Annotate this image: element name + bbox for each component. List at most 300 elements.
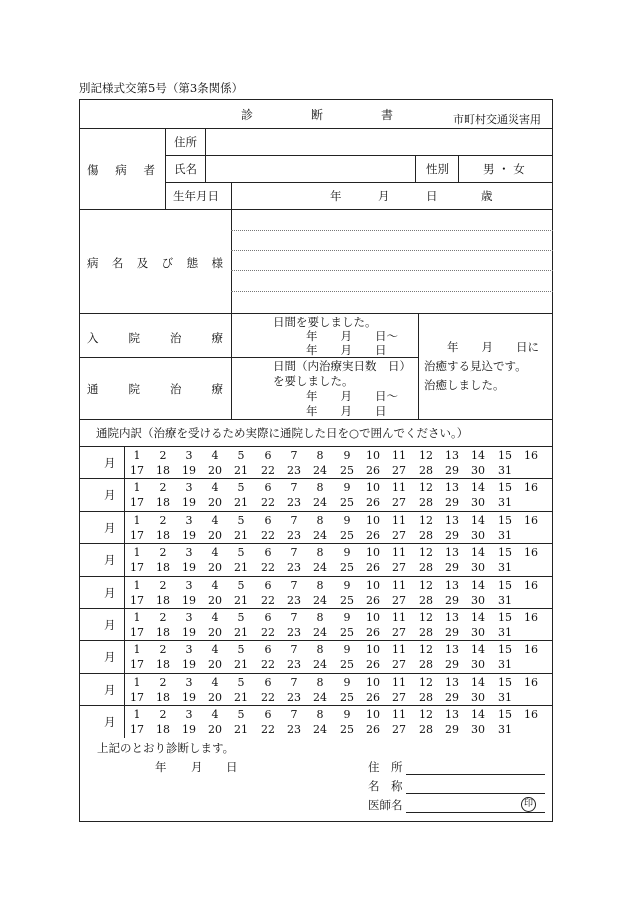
calendar-day[interactable]: 19 [182, 658, 196, 672]
calendar-month-label[interactable]: 月 [104, 488, 116, 503]
calendar-day[interactable]: 2 [159, 643, 167, 657]
calendar-day[interactable]: 3 [185, 449, 193, 462]
calendar-day[interactable]: 7 [290, 643, 298, 657]
calendar-day[interactable]: 27 [392, 593, 406, 607]
calendar-day[interactable]: 20 [208, 496, 222, 510]
calendar-day[interactable]: 10 [366, 611, 380, 624]
calendar-day[interactable]: 2 [159, 611, 167, 624]
calendar-day[interactable]: 25 [340, 658, 354, 672]
calendar-day[interactable]: 21 [234, 496, 248, 510]
calendar-day[interactable]: 28 [419, 658, 433, 672]
calendar-day[interactable]: 29 [445, 528, 459, 542]
calendar-day[interactable]: 21 [234, 561, 248, 575]
calendar-day[interactable]: 19 [182, 593, 196, 607]
calendar-day[interactable]: 29 [445, 690, 459, 704]
calendar-day[interactable]: 4 [211, 675, 219, 689]
calendar-day[interactable]: 5 [237, 578, 245, 592]
calendar-day[interactable]: 23 [287, 658, 301, 672]
calendar-day[interactable]: 13 [445, 611, 459, 624]
calendar-day[interactable]: 16 [524, 611, 538, 624]
calendar-month-label[interactable]: 月 [104, 520, 116, 535]
calendar-day[interactable]: 12 [419, 708, 433, 722]
calendar-day[interactable]: 10 [366, 708, 380, 722]
sex-options[interactable]: 男 ・ 女 [483, 162, 525, 176]
calendar-day[interactable]: 16 [524, 708, 538, 722]
calendar-day[interactable]: 21 [234, 464, 248, 477]
calendar-day[interactable]: 7 [290, 546, 298, 560]
calendar-day[interactable]: 5 [237, 708, 245, 722]
calendar-day[interactable]: 22 [261, 626, 275, 639]
calendar-day[interactable]: 27 [392, 626, 406, 639]
calendar-day[interactable]: 1 [133, 675, 141, 689]
calendar-day[interactable]: 16 [524, 675, 538, 689]
clinic-address-line[interactable] [406, 774, 545, 775]
calendar-day[interactable]: 29 [445, 626, 459, 639]
calendar-day[interactable]: 19 [182, 528, 196, 542]
calendar-day[interactable]: 9 [343, 643, 351, 657]
calendar-day[interactable]: 6 [264, 611, 272, 624]
calendar-day[interactable]: 31 [498, 464, 512, 477]
calendar-day[interactable]: 19 [182, 561, 196, 575]
calendar-day[interactable]: 27 [392, 464, 406, 477]
diagnosis-field[interactable] [232, 210, 552, 312]
calendar-day[interactable]: 30 [471, 464, 485, 477]
calendar-day[interactable]: 13 [445, 675, 459, 689]
calendar-day[interactable]: 9 [343, 546, 351, 560]
calendar-day[interactable]: 15 [498, 513, 512, 527]
calendar-day[interactable]: 13 [445, 513, 459, 527]
calendar-day[interactable]: 28 [419, 723, 433, 737]
calendar-day[interactable]: 1 [133, 611, 141, 624]
calendar-day[interactable]: 3 [185, 611, 193, 624]
calendar-day[interactable]: 29 [445, 723, 459, 737]
calendar-day[interactable]: 18 [156, 464, 170, 477]
calendar-day[interactable]: 28 [419, 561, 433, 575]
outpatient-required: を要しました。 [273, 374, 354, 388]
calendar-day[interactable]: 17 [130, 626, 144, 639]
calendar-day[interactable]: 19 [182, 496, 196, 510]
calendar-month-label[interactable]: 月 [104, 553, 116, 568]
calendar-day[interactable]: 8 [316, 513, 324, 527]
calendar-day[interactable]: 22 [261, 528, 275, 542]
calendar-day[interactable]: 2 [159, 481, 167, 495]
calendar-day[interactable]: 31 [498, 593, 512, 607]
calendar-day[interactable]: 4 [211, 708, 219, 722]
calendar-day[interactable]: 23 [287, 561, 301, 575]
calendar-day[interactable]: 13 [445, 449, 459, 462]
calendar-day[interactable]: 12 [419, 578, 433, 592]
calendar-day[interactable]: 23 [287, 464, 301, 477]
calendar-day[interactable]: 18 [156, 723, 170, 737]
calendar-day[interactable]: 29 [445, 593, 459, 607]
calendar-day[interactable]: 7 [290, 708, 298, 722]
calendar-day[interactable]: 2 [159, 546, 167, 560]
calendar-day[interactable]: 28 [419, 464, 433, 477]
calendar-day[interactable]: 24 [313, 528, 327, 542]
calendar-day[interactable]: 26 [366, 496, 380, 510]
calendar-day[interactable]: 30 [471, 593, 485, 607]
calendar-day[interactable]: 25 [340, 561, 354, 575]
calendar-day[interactable]: 15 [498, 481, 512, 495]
calendar-day[interactable]: 17 [130, 464, 144, 477]
calendar-day[interactable]: 7 [290, 481, 298, 495]
calendar-day[interactable]: 27 [392, 528, 406, 542]
calendar-day[interactable]: 25 [340, 626, 354, 639]
calendar-day[interactable]: 3 [185, 675, 193, 689]
calendar-day[interactable]: 25 [340, 496, 354, 510]
calendar-day[interactable]: 14 [471, 675, 485, 689]
calendar-day[interactable]: 24 [313, 593, 327, 607]
calendar-day[interactable]: 8 [316, 643, 324, 657]
calendar-day[interactable]: 3 [185, 481, 193, 495]
calendar-day[interactable]: 16 [524, 546, 538, 560]
calendar-day[interactable]: 10 [366, 513, 380, 527]
calendar-day[interactable]: 9 [343, 611, 351, 624]
calendar-day[interactable]: 12 [419, 481, 433, 495]
calendar-day[interactable]: 31 [498, 528, 512, 542]
calendar-day[interactable]: 6 [264, 643, 272, 657]
calendar-day[interactable]: 31 [498, 658, 512, 672]
calendar-day[interactable]: 22 [261, 658, 275, 672]
calendar-day[interactable]: 18 [156, 561, 170, 575]
calendar-day[interactable]: 15 [498, 578, 512, 592]
calendar-day[interactable]: 28 [419, 626, 433, 639]
calendar-day[interactable]: 19 [182, 723, 196, 737]
calendar-day[interactable]: 28 [419, 528, 433, 542]
calendar-day[interactable]: 10 [366, 481, 380, 495]
calendar-day[interactable]: 15 [498, 708, 512, 722]
calendar-day[interactable]: 24 [313, 658, 327, 672]
calendar-day[interactable]: 5 [237, 481, 245, 495]
calendar-day[interactable]: 1 [133, 513, 141, 527]
calendar-day[interactable]: 14 [471, 708, 485, 722]
clinic-name-line[interactable] [406, 793, 545, 794]
calendar-day[interactable]: 20 [208, 723, 222, 737]
calendar-day[interactable]: 30 [471, 658, 485, 672]
calendar-day[interactable]: 24 [313, 626, 327, 639]
calendar-day[interactable]: 2 [159, 513, 167, 527]
calendar-day[interactable]: 31 [498, 561, 512, 575]
calendar-day[interactable]: 18 [156, 593, 170, 607]
calendar-day[interactable]: 3 [185, 513, 193, 527]
calendar-day[interactable]: 11 [392, 675, 406, 689]
calendar-day[interactable]: 12 [419, 546, 433, 560]
calendar-day[interactable]: 8 [316, 481, 324, 495]
calendar-day[interactable]: 7 [290, 449, 298, 462]
calendar-day[interactable]: 4 [211, 513, 219, 527]
calendar-day[interactable]: 14 [471, 611, 485, 624]
calendar-day[interactable]: 26 [366, 528, 380, 542]
calendar-day[interactable]: 1 [133, 481, 141, 495]
calendar-day[interactable]: 16 [524, 481, 538, 495]
calendar-day[interactable]: 18 [156, 658, 170, 672]
calendar-day[interactable]: 24 [313, 690, 327, 704]
calendar-day[interactable]: 27 [392, 690, 406, 704]
calendar-day[interactable]: 14 [471, 643, 485, 657]
calendar-day[interactable]: 26 [366, 464, 380, 477]
calendar-day[interactable]: 22 [261, 496, 275, 510]
calendar-day[interactable]: 16 [524, 578, 538, 592]
calendar-day[interactable]: 8 [316, 449, 324, 462]
calendar-day[interactable]: 22 [261, 723, 275, 737]
calendar-month-label[interactable]: 月 [104, 650, 116, 665]
calendar-day[interactable]: 4 [211, 643, 219, 657]
calendar-day[interactable]: 5 [237, 643, 245, 657]
calendar-day[interactable]: 11 [392, 611, 406, 624]
calendar-day[interactable]: 6 [264, 708, 272, 722]
calendar-month-label[interactable]: 月 [104, 456, 116, 470]
calendar-day[interactable]: 5 [237, 449, 245, 462]
calendar-day[interactable]: 29 [445, 561, 459, 575]
calendar-day[interactable]: 6 [264, 675, 272, 689]
calendar-day[interactable]: 10 [366, 578, 380, 592]
calendar-day[interactable]: 19 [182, 690, 196, 704]
calendar-day[interactable]: 10 [366, 643, 380, 657]
calendar-day[interactable]: 12 [419, 643, 433, 657]
calendar-month-label[interactable]: 月 [104, 618, 116, 632]
calendar-day[interactable]: 25 [340, 723, 354, 737]
calendar-day[interactable]: 20 [208, 658, 222, 672]
calendar-day[interactable]: 30 [471, 626, 485, 639]
calendar-day[interactable]: 8 [316, 546, 324, 560]
calendar-day[interactable]: 22 [261, 690, 275, 704]
calendar-day[interactable]: 17 [130, 658, 144, 672]
calendar-day[interactable]: 19 [182, 464, 196, 477]
calendar-day[interactable]: 21 [234, 626, 248, 639]
calendar-day[interactable]: 12 [419, 675, 433, 689]
calendar-day[interactable]: 2 [159, 675, 167, 689]
calendar-day[interactable]: 24 [313, 561, 327, 575]
calendar-day[interactable]: 14 [471, 578, 485, 592]
calendar-day[interactable]: 14 [471, 513, 485, 527]
calendar-day[interactable]: 21 [234, 658, 248, 672]
calendar-day[interactable]: 4 [211, 449, 219, 462]
calendar-day[interactable]: 15 [498, 643, 512, 657]
calendar-day[interactable]: 2 [159, 449, 167, 462]
calendar-day[interactable]: 21 [234, 593, 248, 607]
calendar-day[interactable]: 3 [185, 708, 193, 722]
calendar-day[interactable]: 15 [498, 449, 512, 462]
calendar-day[interactable]: 23 [287, 626, 301, 639]
calendar-day[interactable]: 9 [343, 449, 351, 462]
calendar-day[interactable]: 10 [366, 546, 380, 560]
calendar-day[interactable]: 28 [419, 496, 433, 510]
calendar-day[interactable]: 18 [156, 690, 170, 704]
calendar-day[interactable]: 30 [471, 528, 485, 542]
calendar-day[interactable]: 4 [211, 546, 219, 560]
calendar-day[interactable]: 7 [290, 578, 298, 592]
calendar-day[interactable]: 12 [419, 611, 433, 624]
calendar-month-label[interactable]: 月 [104, 715, 116, 730]
calendar-day[interactable]: 13 [445, 643, 459, 657]
doctor-name-line[interactable] [406, 812, 545, 813]
calendar-day[interactable]: 17 [130, 561, 144, 575]
calendar-day[interactable]: 22 [261, 593, 275, 607]
label-char: 病 [115, 163, 127, 177]
calendar-day[interactable]: 6 [264, 481, 272, 495]
calendar-day[interactable]: 10 [366, 449, 380, 462]
calendar-day[interactable]: 2 [159, 578, 167, 592]
calendar-day[interactable]: 13 [445, 708, 459, 722]
calendar-day[interactable]: 20 [208, 528, 222, 542]
calendar-day[interactable]: 1 [133, 449, 141, 462]
calendar-day[interactable]: 8 [316, 611, 324, 624]
calendar-day[interactable]: 15 [498, 546, 512, 560]
calendar-day[interactable]: 18 [156, 496, 170, 510]
calendar-day[interactable]: 25 [340, 528, 354, 542]
calendar-day[interactable]: 27 [392, 658, 406, 672]
calendar-day[interactable]: 25 [340, 690, 354, 704]
calendar-day[interactable]: 4 [211, 611, 219, 624]
calendar-day[interactable]: 16 [524, 449, 538, 462]
calendar-day[interactable]: 30 [471, 561, 485, 575]
calendar-day[interactable]: 5 [237, 675, 245, 689]
calendar-day[interactable]: 11 [392, 513, 406, 527]
calendar-day[interactable]: 13 [445, 578, 459, 592]
calendar-day[interactable]: 23 [287, 496, 301, 510]
calendar-day[interactable]: 7 [290, 675, 298, 689]
calendar-day[interactable]: 19 [182, 626, 196, 639]
calendar-day[interactable]: 20 [208, 690, 222, 704]
calendar-day[interactable]: 8 [316, 578, 324, 592]
calendar-day[interactable]: 23 [287, 593, 301, 607]
calendar-day[interactable]: 21 [234, 528, 248, 542]
calendar-day[interactable]: 1 [133, 578, 141, 592]
calendar-day[interactable]: 21 [234, 690, 248, 704]
calendar-day[interactable]: 9 [343, 708, 351, 722]
calendar-day[interactable]: 1 [133, 643, 141, 657]
calendar-day[interactable]: 18 [156, 528, 170, 542]
calendar-day[interactable]: 27 [392, 723, 406, 737]
calendar-day[interactable]: 16 [524, 513, 538, 527]
calendar-day[interactable]: 12 [419, 449, 433, 462]
calendar-day[interactable]: 9 [343, 513, 351, 527]
calendar-day[interactable]: 14 [471, 481, 485, 495]
calendar-day[interactable]: 17 [130, 690, 144, 704]
calendar-day[interactable]: 13 [445, 546, 459, 560]
calendar-day[interactable]: 21 [234, 723, 248, 737]
calendar-day[interactable]: 27 [392, 561, 406, 575]
calendar-day[interactable]: 3 [185, 643, 193, 657]
calendar-day[interactable]: 12 [419, 513, 433, 527]
calendar-day[interactable]: 7 [290, 513, 298, 527]
calendar-day[interactable]: 18 [156, 626, 170, 639]
calendar-day[interactable]: 26 [366, 723, 380, 737]
calendar-day[interactable]: 5 [237, 513, 245, 527]
calendar-day[interactable]: 11 [392, 643, 406, 657]
calendar-day[interactable]: 11 [392, 708, 406, 722]
calendar-day[interactable]: 6 [264, 513, 272, 527]
calendar-day[interactable]: 8 [316, 675, 324, 689]
calendar-day[interactable]: 5 [237, 546, 245, 560]
calendar-day[interactable]: 14 [471, 546, 485, 560]
outcome-healed[interactable]: 治癒しました。 [424, 378, 505, 392]
calendar-day[interactable]: 17 [130, 593, 144, 607]
calendar-day[interactable]: 20 [208, 464, 222, 477]
calendar-day[interactable]: 20 [208, 561, 222, 575]
calendar-day[interactable]: 24 [313, 723, 327, 737]
calendar-day[interactable]: 31 [498, 690, 512, 704]
calendar-day[interactable]: 27 [392, 496, 406, 510]
calendar-day[interactable]: 3 [185, 578, 193, 592]
calendar-day[interactable]: 29 [445, 496, 459, 510]
calendar-day[interactable]: 24 [313, 496, 327, 510]
calendar-day[interactable]: 31 [498, 626, 512, 639]
calendar-day[interactable]: 4 [211, 481, 219, 495]
name-field[interactable] [206, 156, 414, 181]
calendar-day[interactable]: 14 [471, 449, 485, 462]
calendar-day[interactable]: 29 [445, 464, 459, 477]
calendar-day[interactable]: 17 [130, 528, 144, 542]
calendar-day[interactable]: 23 [287, 528, 301, 542]
calendar-day[interactable]: 23 [287, 690, 301, 704]
calendar-day[interactable]: 11 [392, 449, 406, 462]
calendar-day[interactable]: 28 [419, 593, 433, 607]
calendar-day[interactable]: 15 [498, 611, 512, 624]
calendar-day[interactable]: 30 [471, 723, 485, 737]
calendar-day[interactable]: 2 [159, 708, 167, 722]
calendar-day[interactable]: 11 [392, 481, 406, 495]
calendar-day[interactable]: 22 [261, 464, 275, 477]
calendar-day[interactable]: 17 [130, 496, 144, 510]
calendar-day[interactable]: 26 [366, 593, 380, 607]
calendar-month-label[interactable]: 月 [104, 682, 116, 697]
calendar-day[interactable]: 20 [208, 626, 222, 639]
calendar-day[interactable]: 10 [366, 675, 380, 689]
calendar-day[interactable]: 5 [237, 611, 245, 624]
calendar-day[interactable]: 30 [471, 496, 485, 510]
calendar-day[interactable]: 26 [366, 626, 380, 639]
calendar-day[interactable]: 11 [392, 546, 406, 560]
calendar-day[interactable]: 25 [340, 464, 354, 477]
calendar-day[interactable]: 26 [366, 690, 380, 704]
calendar-day[interactable]: 8 [316, 708, 324, 722]
calendar-day[interactable]: 23 [287, 723, 301, 737]
calendar-day[interactable]: 7 [290, 611, 298, 624]
calendar-day[interactable]: 20 [208, 593, 222, 607]
calendar-day[interactable]: 6 [264, 546, 272, 560]
calendar-day[interactable]: 13 [445, 481, 459, 495]
calendar-day[interactable]: 25 [340, 593, 354, 607]
address-field[interactable] [206, 129, 552, 154]
calendar-day[interactable]: 31 [498, 723, 512, 737]
calendar-day[interactable]: 1 [133, 546, 141, 560]
calendar-day[interactable]: 9 [343, 675, 351, 689]
calendar-day[interactable]: 31 [498, 496, 512, 510]
calendar-day[interactable]: 11 [392, 578, 406, 592]
calendar-day[interactable]: 30 [471, 690, 485, 704]
calendar-day[interactable]: 4 [211, 578, 219, 592]
calendar-day[interactable]: 22 [261, 561, 275, 575]
calendar-day[interactable]: 9 [343, 481, 351, 495]
label-char: 通 [87, 382, 99, 396]
calendar-day[interactable]: 16 [524, 643, 538, 657]
calendar-day[interactable]: 9 [343, 578, 351, 592]
outcome-expected[interactable]: 治癒する見込です。 [424, 359, 527, 373]
calendar-day[interactable]: 28 [419, 690, 433, 704]
calendar-month-label[interactable]: 月 [104, 585, 116, 600]
calendar-day[interactable]: 17 [130, 723, 144, 737]
calendar-day[interactable]: 26 [366, 658, 380, 672]
calendar-day[interactable]: 26 [366, 561, 380, 575]
calendar-day[interactable]: 6 [264, 578, 272, 592]
calendar-day[interactable]: 3 [185, 546, 193, 560]
calendar-day[interactable]: 15 [498, 675, 512, 689]
calendar-day[interactable]: 6 [264, 449, 272, 462]
calendar-day[interactable]: 29 [445, 658, 459, 672]
calendar-day[interactable]: 24 [313, 464, 327, 477]
calendar-day[interactable]: 1 [133, 708, 141, 722]
